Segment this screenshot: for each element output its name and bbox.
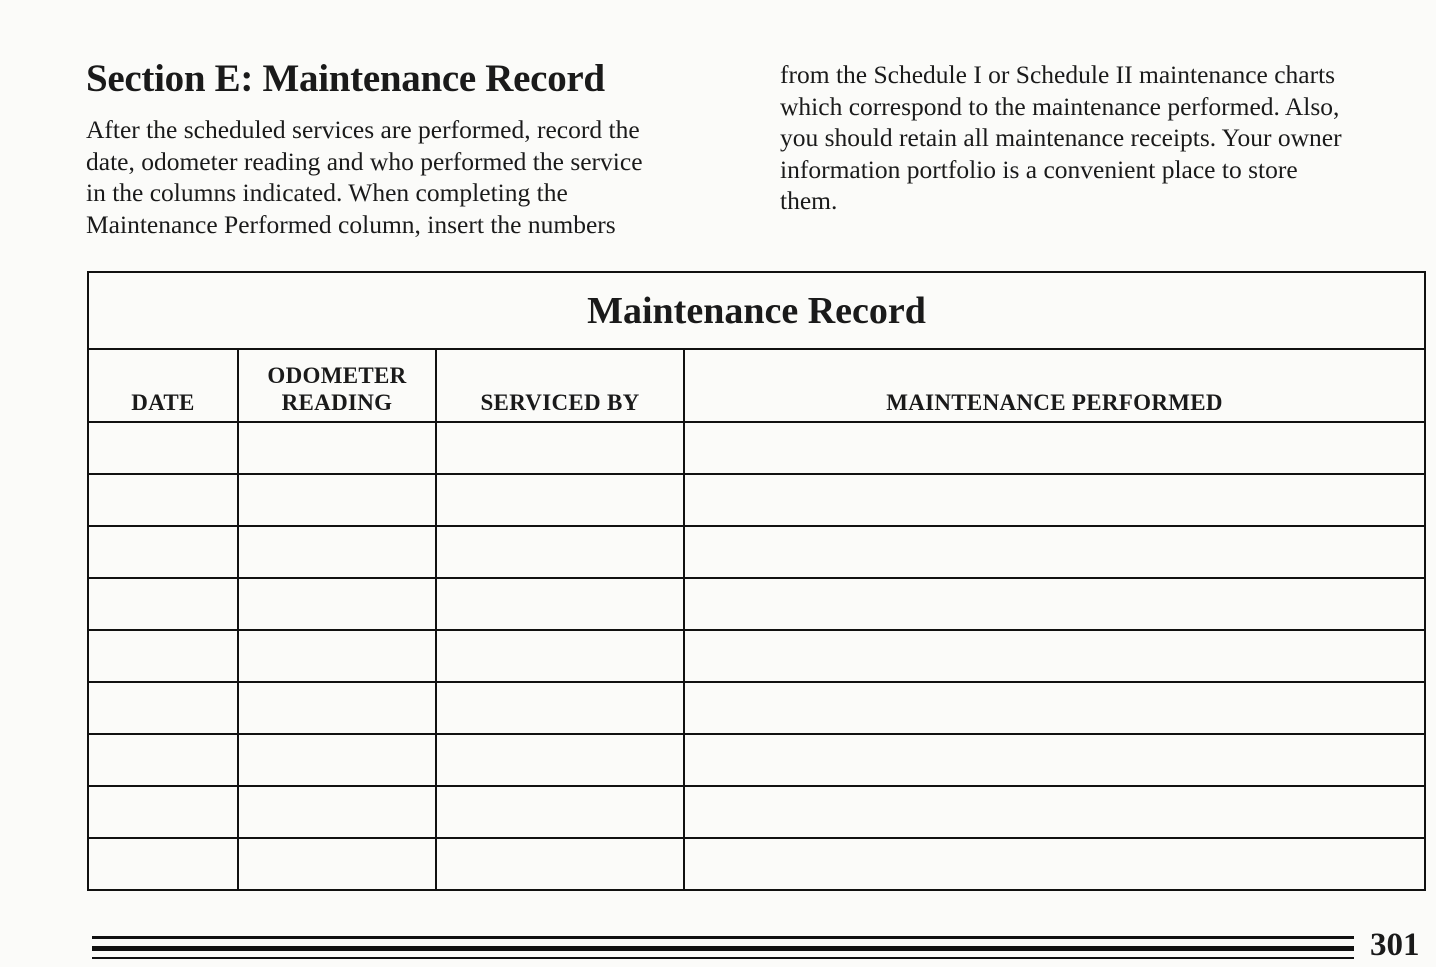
table-cell-date[interactable] bbox=[88, 786, 238, 838]
table-body bbox=[88, 422, 1425, 890]
table-cell-maintenance-performed[interactable] bbox=[684, 682, 1425, 734]
table-row bbox=[88, 838, 1425, 890]
table-cell-serviced-by[interactable] bbox=[436, 526, 684, 578]
intro-line: After the scheduled services are performed, record the bbox=[86, 115, 640, 144]
footer-rule bbox=[92, 936, 1354, 939]
table-cell-maintenance-performed[interactable] bbox=[684, 422, 1425, 474]
table-cell-odometer-reading[interactable] bbox=[238, 682, 436, 734]
table-cell-odometer-reading[interactable] bbox=[238, 578, 436, 630]
table-cell-odometer-reading[interactable] bbox=[238, 734, 436, 786]
table-cell-maintenance-performed[interactable] bbox=[684, 474, 1425, 526]
column-header-text: SERVICED BY bbox=[480, 390, 640, 415]
table-row bbox=[88, 526, 1425, 578]
table-cell-serviced-by[interactable] bbox=[436, 474, 684, 526]
column-header-odometer-reading bbox=[238, 349, 436, 422]
footer-rule bbox=[92, 957, 1354, 959]
table-row bbox=[88, 474, 1425, 526]
intro-paragraph-right bbox=[780, 59, 1420, 217]
intro-line: Maintenance Performed column, insert the numbers bbox=[86, 209, 616, 239]
table-header-row bbox=[88, 349, 1425, 422]
intro-paragraph-left bbox=[86, 114, 726, 240]
table-cell-maintenance-performed[interactable] bbox=[684, 526, 1425, 578]
intro-line: you should retain all maintenance receipts. Your owner bbox=[780, 123, 1342, 152]
table-cell-maintenance-performed[interactable] bbox=[684, 838, 1425, 890]
table-cell-serviced-by[interactable] bbox=[436, 630, 684, 682]
page-number: 301 bbox=[1370, 927, 1420, 963]
intro-line: which correspond to the maintenance performed. Also, bbox=[780, 91, 1340, 121]
table-cell-date[interactable] bbox=[88, 838, 238, 890]
table-row bbox=[88, 734, 1425, 786]
column-header-text: ODOMETER bbox=[267, 363, 407, 388]
table-cell-maintenance-performed[interactable] bbox=[684, 578, 1425, 630]
table-row bbox=[88, 682, 1425, 734]
table-cell-date[interactable] bbox=[88, 578, 238, 630]
table-row bbox=[88, 422, 1425, 474]
column-header-date bbox=[88, 349, 238, 422]
table-cell-odometer-reading[interactable] bbox=[238, 786, 436, 838]
table-cell-odometer-reading[interactable] bbox=[238, 838, 436, 890]
table-cell-serviced-by[interactable] bbox=[436, 422, 684, 474]
column-header-serviced-by bbox=[436, 349, 684, 422]
intro-line: information portfolio is a convenient place to store bbox=[780, 154, 1298, 184]
table-cell-serviced-by[interactable] bbox=[436, 682, 684, 734]
table-cell-date[interactable] bbox=[88, 422, 238, 474]
intro-line: them. bbox=[780, 186, 838, 215]
intro-line: date, odometer reading and who performed the service bbox=[86, 146, 643, 176]
column-header-text: DATE bbox=[131, 390, 195, 415]
table-cell-maintenance-performed[interactable] bbox=[684, 734, 1425, 786]
table-title: Maintenance Record bbox=[88, 272, 1425, 349]
table-cell-date[interactable] bbox=[88, 734, 238, 786]
table-cell-maintenance-performed[interactable] bbox=[684, 786, 1425, 838]
maintenance-record-table bbox=[87, 271, 1426, 891]
column-header-maintenance-performed bbox=[684, 349, 1425, 422]
table-cell-serviced-by[interactable] bbox=[436, 786, 684, 838]
table-cell-date[interactable] bbox=[88, 526, 238, 578]
table-cell-odometer-reading[interactable] bbox=[238, 526, 436, 578]
page-title: Section E: Maintenance Record bbox=[86, 57, 605, 100]
column-header-text: READING bbox=[281, 390, 393, 415]
table-cell-odometer-reading[interactable] bbox=[238, 474, 436, 526]
footer-rule bbox=[92, 946, 1354, 951]
table-cell-odometer-reading[interactable] bbox=[238, 422, 436, 474]
table-cell-serviced-by[interactable] bbox=[436, 734, 684, 786]
table-cell-date[interactable] bbox=[88, 474, 238, 526]
table-cell-serviced-by[interactable] bbox=[436, 578, 684, 630]
table-row bbox=[88, 630, 1425, 682]
column-header-text: MAINTENANCE PERFORMED bbox=[886, 390, 1223, 415]
table-cell-serviced-by[interactable] bbox=[436, 838, 684, 890]
table-cell-date[interactable] bbox=[88, 682, 238, 734]
table-row bbox=[88, 786, 1425, 838]
table-cell-maintenance-performed[interactable] bbox=[684, 630, 1425, 682]
table-cell-odometer-reading[interactable] bbox=[238, 630, 436, 682]
intro-line: in the columns indicated. When completing the bbox=[86, 178, 568, 207]
intro-line: from the Schedule I or Schedule II maintenance charts bbox=[780, 60, 1336, 89]
table-row bbox=[88, 578, 1425, 630]
table-cell-date[interactable] bbox=[88, 630, 238, 682]
